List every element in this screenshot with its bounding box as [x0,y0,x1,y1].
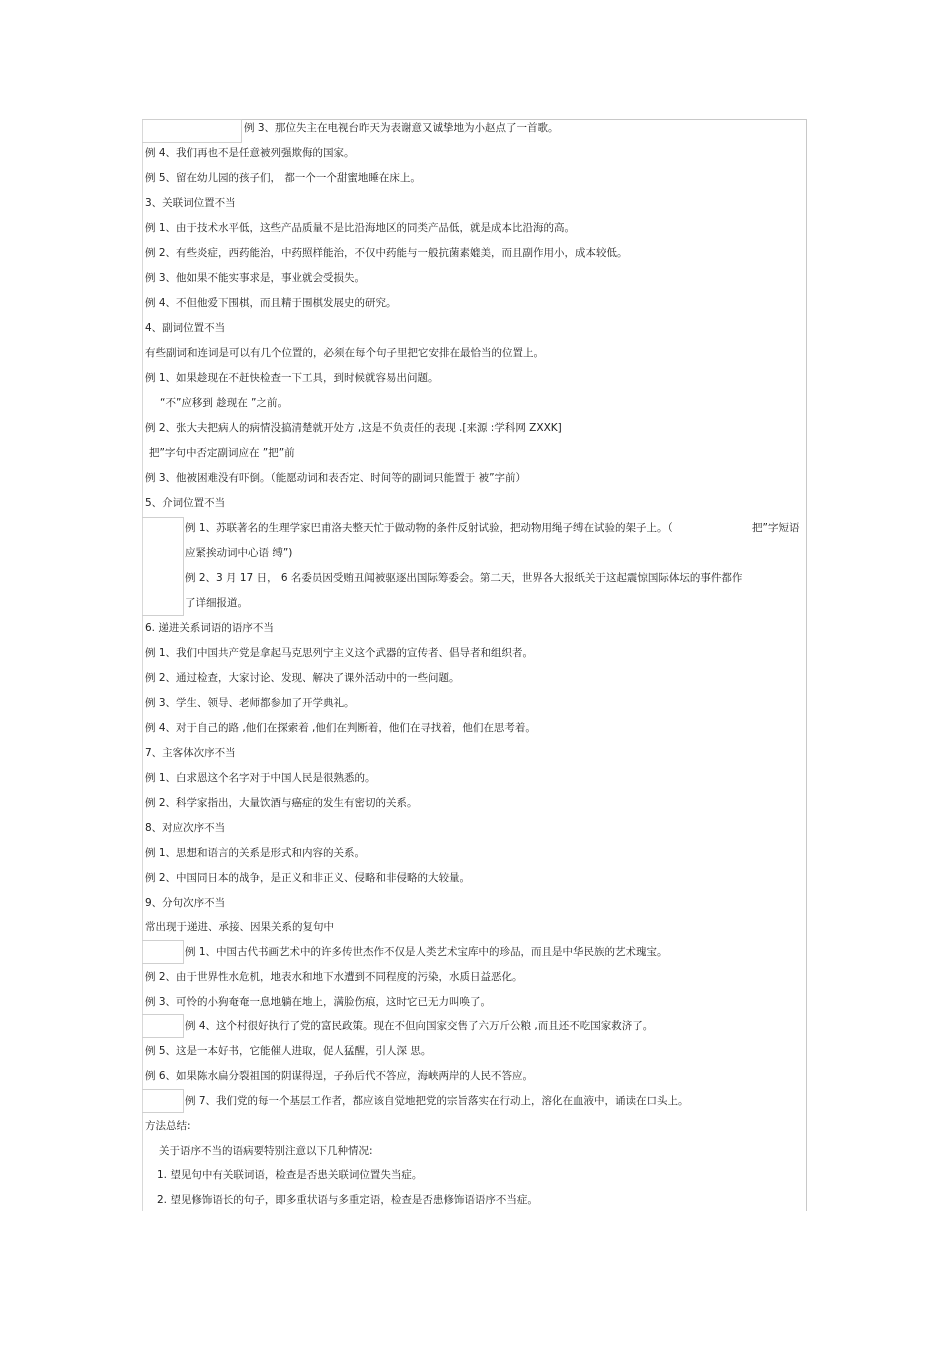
example-line: 例 7、我们党的每一个基层工作者，都应该自觉地把党的宗旨落实在行动上，溶化在血液中，诵读在口头上。 [185,1095,689,1107]
example-line: 例 1、白求恩这个名字对于中国人民是很熟悉的。 [145,772,376,784]
example-line: 例 1、如果趁现在不赶快检查一下工具，到时候就容易出问题。 [145,372,439,384]
page-frame-left [142,119,143,1211]
section-heading: 8、对应次序不当 [145,822,226,834]
section-heading: 7、主客体次序不当 [145,747,236,759]
example-line: 例 3、他被困难没有吓倒。（能愿动词和表否定、时间等的副词只能置于 被”字前） [145,472,527,484]
section-heading: 5、介词位置不当 [145,497,226,509]
page-frame-right [806,119,807,1211]
example-line: 例 1、思想和语言的关系是形式和内容的关系。 [145,847,366,859]
example-line: 了详细报道。 [185,597,248,609]
example-line: 例 1、苏联著名的生理学家巴甫洛夫整天忙于做动物的条件反射试验，把动物用绳子缚在试验的架子上。（ [185,522,673,534]
paragraph: 有些副词和连词是可以有几个位置的，必须在每个句子里把它安排在最恰当的位置上。 [145,347,544,359]
paragraph: 常出现于递进、承接、因果关系的复句中 [145,921,334,933]
example-line: 例 2、由于世界性水危机，地表水和地下水遭到不同程度的污染，水质日益恶化。 [145,971,523,983]
section-heading: 9、分句次序不当 [145,897,226,909]
example-line-note: 把”字短语 [752,522,800,534]
section-heading: 方法总结: [145,1120,191,1132]
page-frame-top [241,119,806,120]
example-line: 例 4、我们再也不是任意被列强欺侮的国家。 [145,147,355,159]
example-line: 例 3、他如果不能实事求是，事业就会受损失。 [145,272,366,284]
example-line: 例 4、这个村很好执行了党的富民政策。现在不但向国家交售了六万斤公粮 ,而且还不吃国家救济了。 [185,1020,654,1032]
section-heading: 6. 递进关系词语的语序不当 [145,622,274,634]
example-line: 例 2、张大夫把病人的病情没搞清楚就开处方 ,这是不负责任的表现 .[来源 :学科网 ZXXK] [145,422,562,434]
section-heading: 4、副词位置不当 [145,322,226,334]
note-line: “不”应移到 趁现在 ”之前。 [160,397,288,409]
example-line: 例 3、学生、领导、老师都参加了开学典礼。 [145,697,355,709]
example-line: 例 3、那位失主在电视台昨天为表谢意又诚挚地为小赵点了一首歌。 [244,122,559,134]
example-line: 例 1、我们中国共产党是拿起马克思列宁主义这个武器的宣传者、倡导者和组织者。 [145,647,534,659]
example-line: 例 3、可怜的小狗奄奄一息地躺在地上，满脸伤痕，这时它已无力叫唤了。 [145,996,492,1008]
example-line: 例 1、中国古代书画艺术中的许多传世杰作不仅是人类艺术宝库中的珍品，而且是中华民族的艺术瑰宝。 [185,946,668,958]
example-line: 例 6、如果陈水扁分裂祖国的阴谋得逞，子孙后代不答应，海峡两岸的人民不答应。 [145,1070,534,1082]
note-line: 把”字句中否定副词应在 ”把”前 [149,447,295,459]
section-heading: 3、关联词位置不当 [145,197,236,209]
indent-cell [142,1089,184,1113]
list-item: 2. 望见修饰语长的句子，即多重状语与多重定语，检查是否患修饰语语序不当症。 [157,1194,538,1206]
example-line: 例 5、这是一本好书，它能催人进取，促人猛醒，引人深 思。 [145,1045,432,1057]
example-line: 例 2、3 月 17 日， 6 名委员因受贿丑闻被驱逐出国际筹委会。第二天，世界各大报纸关于这起震惊国际体坛的事件都作 [185,572,743,584]
example-line: 例 2、有些炎症，西药能治，中药照样能治，不仅中药能与一般抗菌素媲美，而且副作用小，成本较低。 [145,247,628,259]
example-line: 例 2、科学家指出，大量饮酒与癌症的发生有密切的关系。 [145,797,418,809]
indent-cell [142,517,184,616]
indent-cell [142,1014,184,1038]
example-line: 例 4、对于自己的路 ,他们在探索着 ,他们在判断着，他们在寻找着，他们在思考着。 [145,722,536,734]
list-item: 1. 望见句中有关联词语，检查是否患关联词位置失当症。 [157,1169,423,1181]
indent-cell [142,940,184,964]
example-line: 例 2、通过检查，大家讨论、发现、解决了课外活动中的一些问题。 [145,672,460,684]
example-line: 例 1、由于技术水平低，这些产品质量不是比沿海地区的同类产品低，就是成本比沿海的高。 [145,222,576,234]
paragraph: 关于语序不当的语病要特别注意以下几种情况: [159,1145,373,1157]
indent-cell [142,119,242,143]
example-line: 例 5、留在幼儿园的孩子们， 都一个一个甜蜜地睡在床上。 [145,172,421,184]
example-line: 应紧挨动词中心语 缚”) [185,547,293,559]
example-line: 例 4、不但他爱下围棋，而且精于围棋发展史的研究。 [145,297,397,309]
example-line: 例 2、中国同日本的战争，是正义和非正义、侵略和非侵略的大较量。 [145,872,471,884]
